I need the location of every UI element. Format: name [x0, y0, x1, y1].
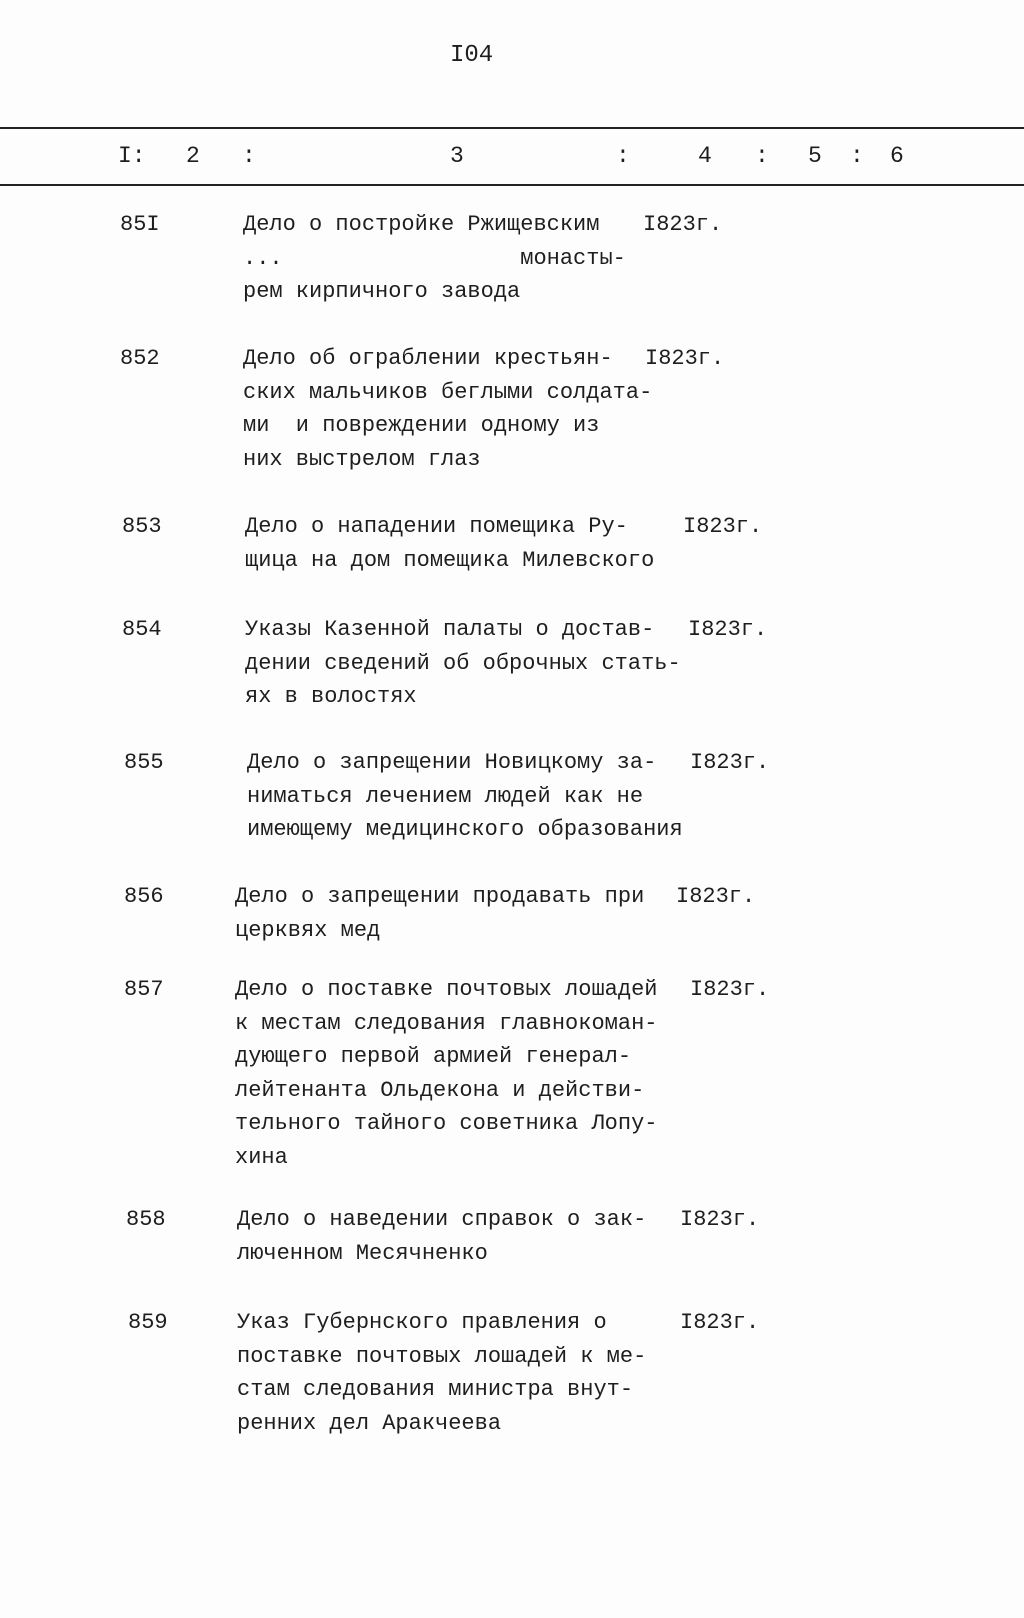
entry-number: 854 [122, 617, 162, 642]
col-3: 3 [450, 143, 464, 169]
col-5: 5 [808, 143, 822, 169]
entry-number: 855 [124, 750, 164, 775]
entry-title-line: поставке почтовых лошадей к ме- [237, 1343, 647, 1369]
entry-date: I823г. [645, 346, 725, 371]
entry-title-line: Дело о запрещении Новицкому за- [247, 750, 657, 775]
entry-title-line: ренних дел Аракчеева [237, 1410, 502, 1436]
col-1: I: [118, 143, 146, 169]
entry-number: 857 [124, 977, 164, 1002]
col-sep: : [616, 143, 630, 169]
entry-title-line: рем кирпичного завода [243, 279, 521, 305]
entry-title-line: дующего первой армией генерал- [235, 1044, 632, 1070]
entry-number: 853 [122, 514, 162, 539]
entry-title-line: щица на дом помещика Милевского [245, 547, 655, 573]
entry-title-line: тельного тайного советника Лопу- [235, 1111, 658, 1137]
entry-title-line: них выстрелом глаз [243, 446, 481, 472]
col-4: 4 [698, 143, 712, 169]
entry-title [243, 342, 652, 476]
entry-date: I823г. [643, 212, 723, 237]
entry-title [235, 973, 657, 1175]
entry-title [245, 613, 681, 714]
entry-number: 852 [120, 346, 160, 371]
col-sep: : [850, 143, 864, 169]
entry-number: 856 [124, 884, 164, 909]
col-sep: : [242, 143, 256, 169]
entry-title [237, 1203, 646, 1270]
entry-title-line: лейтенанта Ольдекона и действи- [235, 1077, 645, 1103]
entry-title [237, 1306, 646, 1440]
col-2: 2 [186, 143, 200, 169]
entry-title [245, 510, 654, 577]
entry-number: 858 [126, 1207, 166, 1232]
entry-title-line: люченном Месячненко [237, 1240, 488, 1266]
entry-title-line: ских мальчиков беглыми солдата- [243, 379, 653, 405]
entry-date: I823г. [688, 617, 768, 642]
entry-title-line: Дело о запрещении продавать при [235, 884, 645, 909]
entry-number: 859 [128, 1310, 168, 1335]
page-number: I04 [450, 42, 494, 69]
entry-title-line: ... монасты- [243, 245, 626, 271]
entry-title-line: Дело об ограблении крестьян- [243, 346, 613, 371]
entry-title-line: Указ Губернского правления о [237, 1310, 607, 1335]
entry-date: I823г. [690, 750, 770, 775]
col-sep: : [755, 143, 769, 169]
entry-number: 85I [120, 212, 160, 237]
entry-title [235, 880, 644, 947]
entry-title-line: церквях мед [235, 917, 381, 943]
entry-title-line: Дело о нападении помещика Ру- [245, 514, 628, 539]
header-bottom-rule [0, 184, 1024, 186]
entry-date: I823г. [690, 977, 770, 1002]
entry-title-line: Указы Казенной палаты о достав- [245, 617, 655, 642]
entry-date: I823г. [676, 884, 756, 909]
entry-title-line: Дело о постройке Ржищевским [243, 212, 600, 237]
entry-title-line: к местам следования главнокоман- [235, 1010, 658, 1036]
entry-title-line: хина [235, 1144, 288, 1170]
entry-title-line: имеющему медицинского образования [247, 817, 683, 843]
entry-title [247, 746, 683, 847]
entry-title-line: ях в волостях [245, 684, 417, 710]
entry-title-line: ниматься лечением людей как не [247, 783, 644, 809]
entry-title-line: дении сведений об оброчных стать- [245, 650, 681, 676]
entry-title [243, 208, 626, 309]
header-top-rule [0, 127, 1024, 129]
entry-title-line: стам следования министра внут- [237, 1377, 634, 1403]
entry-date: I823г. [683, 514, 763, 539]
entry-date: I823г. [680, 1310, 760, 1335]
col-6: 6 [890, 143, 904, 169]
entry-title-line: Дело о поставке почтовых лошадей [235, 977, 658, 1002]
entry-title-line: ми и повреждении одному из [243, 413, 600, 439]
entry-title-line: Дело о наведении справок о зак- [237, 1207, 647, 1232]
entry-date: I823г. [680, 1207, 760, 1232]
